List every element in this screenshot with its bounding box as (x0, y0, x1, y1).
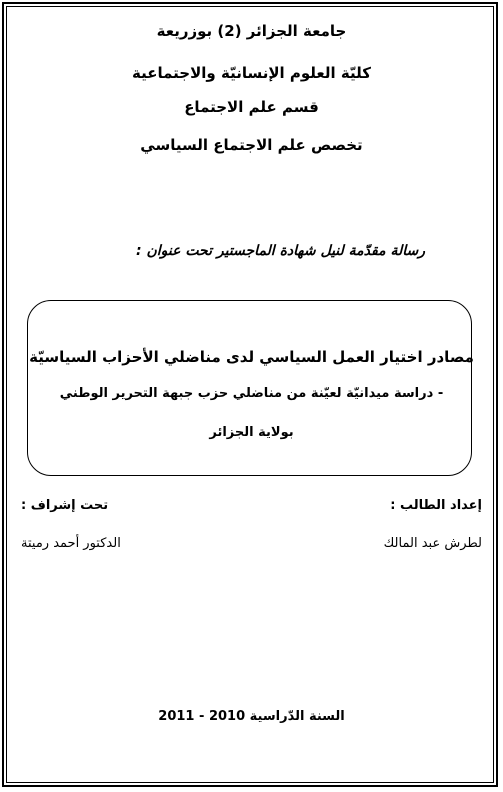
academic-year: السنة الدّراسية 2010 - 2011 (158, 709, 345, 724)
student-label: إعداد الطالب : (390, 498, 482, 513)
thesis-subtitle-line2: بولاية الجزائر (209, 425, 294, 440)
specialization-name: تخصص علم الاجتماع السياسي (140, 136, 363, 154)
supervisor-label: تحت إشراف : (21, 498, 109, 513)
university-name: جامعة الجزائر (2) بوزريعة (156, 22, 347, 40)
thesis-subtitle: - دراسة ميدانيّة لعيّنة من مناضلي حزب جبهة التحرير الوطني (59, 386, 444, 401)
supervisor-name: الدكتور أحمد رميتة (21, 536, 121, 551)
thesis-intro: رسالة مقدّمة لنيل شهادة الماجستير تحت عنوان : (135, 243, 425, 259)
thesis-title: مصادر اختيار العمل السياسي لدى مناضلي الأحزاب السياسيّة (29, 348, 474, 366)
student-name: لطرش عبد المالك (383, 536, 482, 551)
department-name: قسم علم الاجتماع (184, 98, 319, 116)
faculty-name: كليّة العلوم الإنسانيّة والاجتماعية (132, 64, 371, 82)
